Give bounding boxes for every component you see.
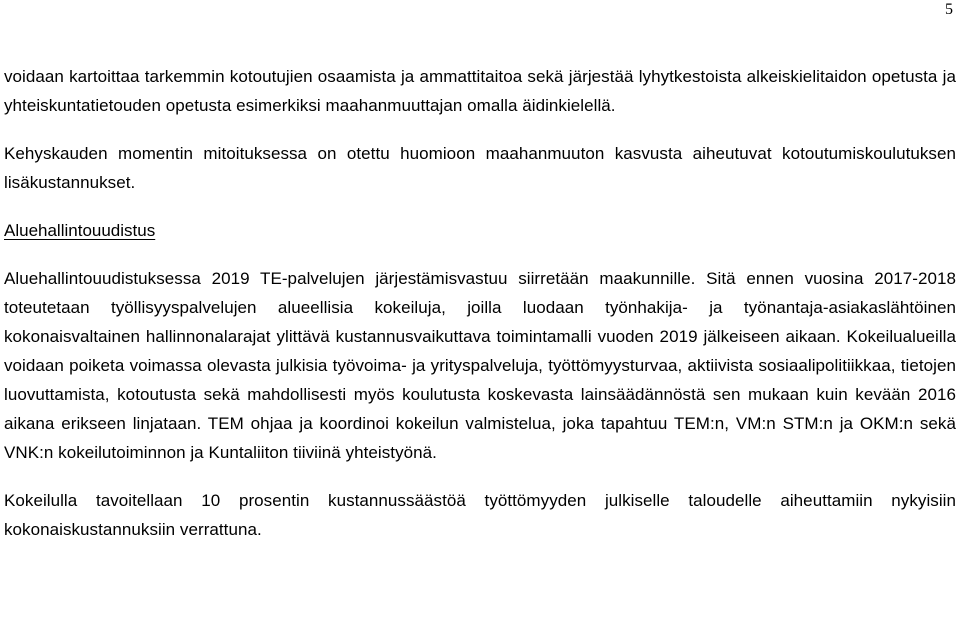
- page-number: 5: [945, 1, 953, 18]
- paragraph-gap: [4, 120, 956, 139]
- document-body: [4, 62, 956, 544]
- paragraph-budget-note: Kehyskauden momentin mitoituksessa on otettu huomioon maahanmuuton kasvusta aiheutuvat kotoutumiskoulutuksen lisäkustannukset.: [4, 144, 956, 192]
- paragraph-gap: [4, 467, 956, 486]
- paragraph-gap: [4, 197, 956, 216]
- section-heading-regional-reform: Aluehallintouudistus: [4, 221, 156, 240]
- paragraph-continued-text: voidaan kartoittaa tarkemmin kotoutujien osaamista ja ammattitaitoa sekä järjestää lyhytkestoista alkeiskielitaidon opetusta ja yhteiskuntatietouden opetusta esimerkiksi maahanmuuttajan omalla äidinkielellä.: [4, 67, 956, 115]
- paragraph-regional-reform: Aluehallintouudistuksessa 2019 TE-palvelujen järjestämisvastuu siirretään maakunnille. Sitä ennen vuosina 2017-2018 toteutetaan työllisyyspalvelujen alueellisia kokeiluja, joilla luodaan työnhakija- ja työnantaja-asiakaslähtöinen kokonaisvaltainen hallinnonalarajat ylittävä kustannusvaikuttava toimintamalli vuoden 2019 jälkeiseen aikaan. Kokeilualueilla voidaan poiketa voimassa olevasta julkisia työvoima- ja yrityspalveluja, työttömyysturvaa, aktiivista sosiaalipolitiikkaa, tietojen luovuttamista, kotoutusta sekä mahdollisesti myös koulutusta koskevasta lainsäädännöstä sen mukaan kuin kevään 2016 aikana erikseen linjataan. TEM ohjaa ja koordinoi kokeilun valmistelua, joka tapahtuu TEM:n, VM:n STM:n ja OKM:n sekä VNK:n kokeilutoiminnon ja Kuntaliiton tiiviinä yhteistyönä.: [4, 269, 956, 462]
- paragraph-gap: [4, 245, 956, 264]
- paragraph-cost-target: Kokeilulla tavoitellaan 10 prosentin kustannussäästöä työttömyyden julkiselle taloudelle aiheuttamiin nykyisiin kokonaiskustannuksiin verrattuna.: [4, 491, 956, 539]
